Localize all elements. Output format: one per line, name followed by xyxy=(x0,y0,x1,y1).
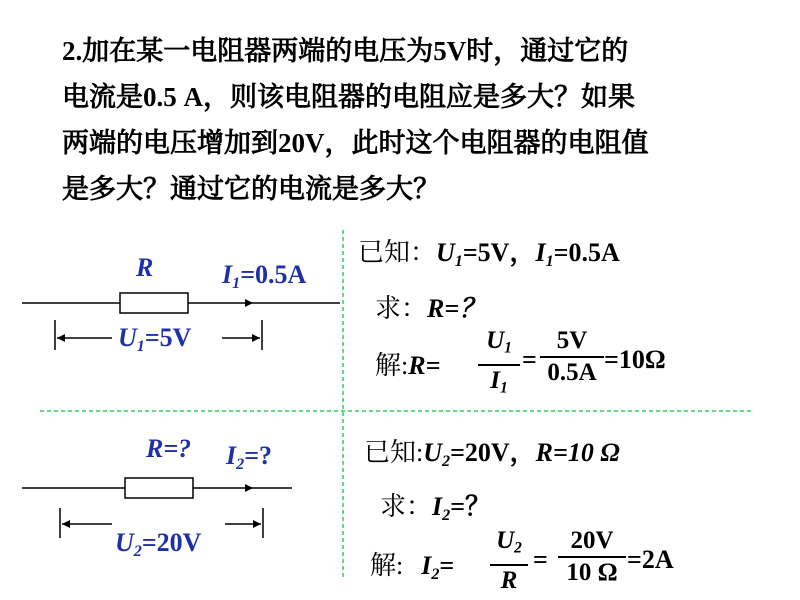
current-arrow-2 xyxy=(245,484,253,492)
part2-find xyxy=(380,486,491,525)
part1-frac1-den-sub: 1 xyxy=(499,379,508,397)
part2-find-label: 求： xyxy=(380,492,433,521)
dim-arrow-right-1 xyxy=(252,334,260,342)
part1-solve-lhs: R= xyxy=(408,351,441,380)
part1-frac2-num: 5V xyxy=(556,327,588,354)
part1-known xyxy=(358,232,620,271)
part2-frac2-den: 10 Ω xyxy=(566,559,618,586)
dim-arrow-right-2 xyxy=(253,520,261,528)
circuit2-current-sub: 2 xyxy=(236,455,245,473)
part2-equals: = xyxy=(533,545,548,574)
circuit1-current-value: =0.5A xyxy=(240,260,307,289)
circuit1-voltage-sub: 1 xyxy=(136,337,145,355)
circuit2-voltage-label xyxy=(115,528,201,561)
part1-find xyxy=(375,288,485,325)
part2-frac1-num-sub: 2 xyxy=(514,539,522,557)
circuit1-voltage-symbol: U xyxy=(118,323,137,352)
circuit2-current-symbol: I xyxy=(226,441,237,470)
part1-frac2-bar xyxy=(540,356,604,358)
problem-line-1: 2.加在某一电阻器两端的电压为5V时，通过它的 xyxy=(62,36,629,66)
circuit2-voltage-value: =20V xyxy=(141,528,202,557)
circuit2-current-label xyxy=(226,441,272,474)
part2-solve-label xyxy=(370,545,454,584)
part2-known-u-symbol: U xyxy=(423,438,443,467)
circuit1-resistor-label: R xyxy=(136,253,154,282)
part1-find-label: 求： xyxy=(375,294,428,323)
part1-known-u-value: =5V， xyxy=(462,238,536,267)
circuit2-voltage-sub: 2 xyxy=(133,542,142,560)
circuit2-resistor-label: R=? xyxy=(146,434,192,463)
circuit1-voltage-value: =5V xyxy=(144,323,192,352)
part1-known-i-sub: 1 xyxy=(545,252,554,270)
part2-known-label: 已知: xyxy=(364,438,424,467)
part1-known-u-sub: 1 xyxy=(454,252,463,270)
part2-known-u-sub: 2 xyxy=(442,452,451,470)
part1-solve-label xyxy=(375,345,440,382)
problem-line-2: 电流是0.5 A，则该电阻器的电阻应是多大？如果 xyxy=(62,82,635,112)
resistor-2 xyxy=(125,478,193,498)
part1-solve-word: 解: xyxy=(375,351,409,380)
circuit1-current-label xyxy=(222,260,306,293)
current-arrow-1 xyxy=(245,299,253,307)
part2-result: =2A xyxy=(627,545,674,574)
part1-known-u-symbol: U xyxy=(436,238,455,267)
part2-frac1-bar xyxy=(490,564,528,566)
part2-solve-lhs-symbol: I xyxy=(421,551,432,580)
part2-fraction-symbolic xyxy=(490,527,528,595)
part1-frac1-den-symbol: I xyxy=(490,366,500,394)
part2-fraction-numeric xyxy=(558,527,626,587)
part2-frac2-num: 20V xyxy=(570,527,614,554)
part2-find-i-sub: 2 xyxy=(442,506,451,524)
problem-line-4: 是多大？通过它的电流是多大？ xyxy=(62,174,440,204)
part2-known xyxy=(364,432,620,471)
part2-solve-lhs-eq: = xyxy=(439,551,455,580)
part1-fraction-numeric xyxy=(540,327,604,387)
part1-known-label: 已知： xyxy=(358,238,437,267)
circuit2-voltage-symbol: U xyxy=(115,528,134,557)
problem-line-3: 两端的电压增加到20V，此时这个电阻器的电阻值 xyxy=(62,128,649,158)
part1-result: =10Ω xyxy=(604,345,666,374)
part1-frac1-bar xyxy=(478,364,520,366)
resistor-1 xyxy=(120,293,188,313)
circuit2-current-value: =? xyxy=(244,441,273,470)
part1-frac2-den: 0.5A xyxy=(547,359,597,386)
part1-find-expr: R=？ xyxy=(427,294,486,323)
part1-fraction-symbolic xyxy=(478,327,520,402)
part1-frac1-num-symbol: U xyxy=(486,327,505,354)
part2-known-u-value: =20V， xyxy=(450,438,536,467)
part2-known-r-value: R=10 Ω xyxy=(535,438,620,467)
dim-arrow-left-1 xyxy=(57,334,65,342)
part1-known-i-symbol: I xyxy=(535,238,546,267)
part2-frac1-den: R xyxy=(500,566,518,594)
circuit1-voltage-label xyxy=(118,323,191,356)
circuit1-current-symbol: I xyxy=(222,260,233,289)
part2-solve-lhs-sub: 2 xyxy=(431,565,440,583)
circuit1-current-sub: 1 xyxy=(232,274,241,292)
part1-frac1-num-sub: 1 xyxy=(504,339,512,357)
part1-equals: = xyxy=(522,345,537,374)
part2-find-i-symbol: I xyxy=(432,492,443,521)
part1-known-i-value: =0.5A xyxy=(553,238,620,267)
part2-solve-word: 解: xyxy=(370,551,404,580)
part2-frac2-bar xyxy=(558,556,626,558)
part2-frac1-num-symbol: U xyxy=(496,527,515,554)
part2-find-expr: =？ xyxy=(450,492,492,521)
dim-arrow-left-2 xyxy=(62,520,70,528)
